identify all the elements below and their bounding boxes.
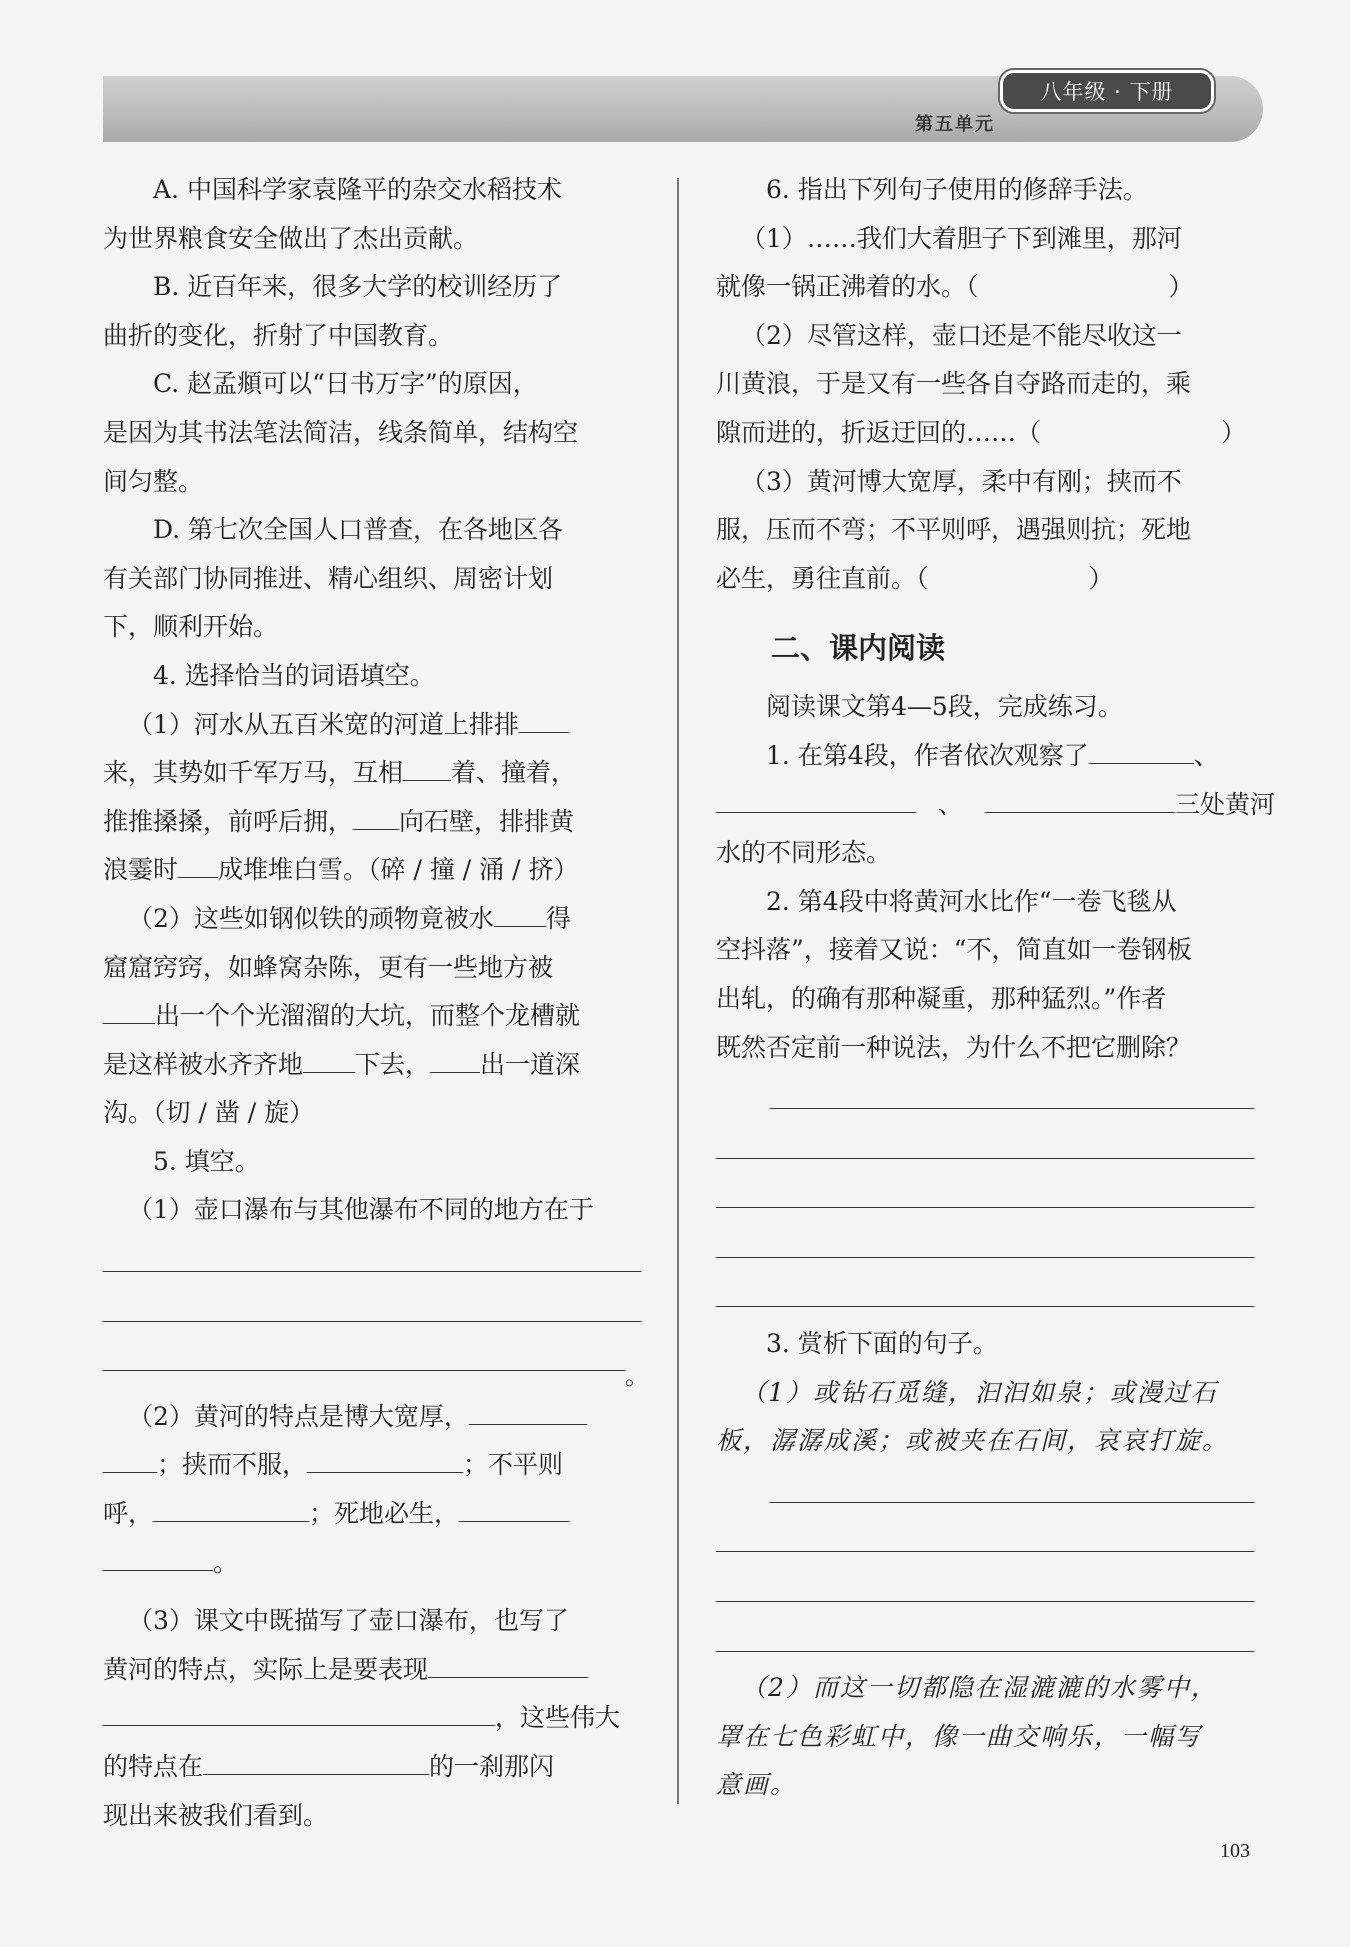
- q4-p2-text-3: 出一个个光溜溜的大坑，而整个龙槽就: [155, 1001, 581, 1031]
- q6-s2-line-3: [716, 409, 1258, 458]
- answer-line[interactable]: [716, 1565, 1254, 1602]
- q4-p1-text-1: （1）河水从五百米宽的河道上排排: [128, 709, 519, 739]
- fill-blank[interactable]: [403, 752, 451, 781]
- q4-p1-line-4: [103, 846, 645, 895]
- q4-p2-line-1: [103, 895, 645, 944]
- r-q1-line-3: 水的不同形态。: [716, 838, 892, 868]
- answer-line[interactable]: [103, 1334, 625, 1371]
- q5-p2-text-3a: 呼，: [103, 1499, 154, 1529]
- r-q1-line-2: [716, 781, 1276, 830]
- fill-blank[interactable]: [103, 995, 155, 1024]
- fill-blank[interactable]: [178, 849, 218, 878]
- q5-p3-line-2: [103, 1646, 645, 1695]
- q4-p2-text-4a: 是这样被水齐齐地: [103, 1049, 304, 1079]
- q4-p1-line-1: [103, 701, 645, 750]
- question-6-title: 6. 指出下列句子使用的修辞手法。: [766, 175, 1148, 204]
- answer-line[interactable]: [770, 1072, 1254, 1109]
- q4-p1-text-4a: 浪霎时: [103, 855, 179, 885]
- q5-p1-line-1: （1）壶口瀑布与其他瀑布不同的地方在于: [128, 1195, 594, 1225]
- q5-p1-last-line: [103, 1334, 649, 1391]
- q5-p2-line-2: [103, 1441, 645, 1490]
- fill-blank[interactable]: [153, 1493, 309, 1522]
- answer-line[interactable]: [716, 1122, 1254, 1159]
- r-q1-line-1: [716, 732, 1258, 781]
- answer-line[interactable]: [716, 1615, 1254, 1652]
- q5-p2-text-1: （2）黄河的特点是博大宽厚，: [128, 1401, 469, 1431]
- unit-title: 第五单元: [915, 114, 995, 135]
- q6-s1-close: ）: [1168, 272, 1194, 302]
- fill-blank[interactable]: [103, 1444, 157, 1473]
- q6-s2-close: ）: [1221, 417, 1247, 447]
- r-q3-title: 3. 赏析下面的句子。: [766, 1329, 998, 1359]
- option-d-line-3: 下，顺利开始。: [103, 612, 279, 642]
- reading-intro: 阅读课文第4—5段，完成练习。: [766, 692, 1123, 722]
- fill-blank[interactable]: [985, 784, 1175, 813]
- option-c-line-2: 是因为其书法笔法简洁，线条简单，结构空: [103, 417, 579, 447]
- q4-p1-text-2a: 来，其势如千军万马，互相: [103, 758, 404, 788]
- fill-blank[interactable]: [494, 898, 546, 927]
- q6-s3-text: 必生，勇往直前。（: [716, 563, 929, 593]
- q4-p1-text-4b: 成堆堆白雪。（碎 / 撞 / 涌 / 挤）: [218, 855, 579, 885]
- q6-s3-line-3: [716, 555, 1258, 604]
- q5-p1-period: 。: [625, 1362, 649, 1391]
- q4-p2-line-4: [103, 1041, 645, 1090]
- q5-p2-text-4: 。: [213, 1547, 239, 1577]
- q6-s1-text: 就像一锅正沸着的水。（: [716, 272, 979, 302]
- r-q2-line-1: 2. 第4段中将黄河水比作“一卷飞毯从: [766, 886, 1177, 916]
- q5-p2-text-2b: ；不平则: [463, 1450, 564, 1480]
- q4-p2-line-2: 窟窟窍窍，如蜂窝杂陈，更有一些地方被: [103, 952, 554, 982]
- q5-p3-text-2: 黄河的特点，实际上是要表现: [103, 1654, 429, 1684]
- q4-p2-line-5: 沟。（切 / 凿 / 旋）: [103, 1098, 315, 1128]
- q5-p2-text-2a: ；挟而不服，: [157, 1450, 308, 1480]
- r-q1-sep-2: 、: [938, 789, 964, 819]
- q4-p2-text-1a: （2）这些如钢似铁的顽物竟被水: [128, 903, 494, 933]
- question-4-title: 4. 选择恰当的词语填空。: [153, 660, 435, 690]
- q6-s3-line-2: 服，压而不弯；不平则呼，遇强则抗；死地: [716, 515, 1192, 545]
- q4-p2-text-4b: 下去，: [355, 1049, 431, 1079]
- q4-p1-line-3: [103, 798, 645, 847]
- q5-p3-text-3: ，这些伟大: [495, 1703, 621, 1733]
- fill-blank[interactable]: [459, 1493, 569, 1522]
- fill-blank[interactable]: [307, 1444, 463, 1473]
- r-q2-line-4: 既然否定前一种说法，为什么不把它删除？: [716, 1032, 1192, 1062]
- option-c-line-1: C. 赵孟頫可以“日书万字”的原因，: [153, 369, 538, 399]
- q4-p1-text-3a: 推推搡搡，前呼后拥，: [103, 806, 354, 836]
- q5-p2-line-3: [103, 1490, 645, 1539]
- fill-blank[interactable]: [103, 1697, 495, 1726]
- answer-line[interactable]: [716, 1270, 1254, 1307]
- q5-p3-text-4a: 的特点在: [103, 1752, 204, 1781]
- option-c-line-3: 间匀整。: [103, 466, 204, 496]
- option-d-line-2: 有关部门协同推进、精心组织、周密计划: [103, 563, 554, 593]
- grade-badge: 八年级 · 下册: [1000, 70, 1214, 112]
- q4-p1-text-3b: 向石壁，排排黄: [399, 806, 575, 836]
- q6-s1-line-1: （1）……我们大着胆子下到滩里，那河: [741, 223, 1182, 253]
- question-5-title: 5. 填空。: [153, 1146, 260, 1176]
- answer-line[interactable]: [103, 1285, 641, 1322]
- q6-s1-line-2: [716, 263, 1258, 312]
- r-q2-line-3: 出轧，的确有那种凝重，那种猛烈。”作者: [716, 983, 1167, 1013]
- answer-line[interactable]: [770, 1466, 1254, 1503]
- option-a-line-2: 为世界粮食安全做出了杰出贡献。: [103, 223, 479, 253]
- fill-blank[interactable]: [519, 704, 569, 733]
- q5-p2-line-1: [103, 1393, 645, 1442]
- answer-line[interactable]: [716, 1171, 1254, 1208]
- answer-line[interactable]: [716, 1221, 1254, 1258]
- q6-s3-close: ）: [1088, 563, 1114, 593]
- answer-line[interactable]: [103, 1235, 641, 1272]
- q6-s2-line-1: （2）尽管这样，壶口还是不能尽收这一: [741, 320, 1182, 350]
- option-b-line-1: B. 近百年来，很多大学的校训经历了: [153, 272, 563, 302]
- r-q3-s1-line-1: （1）或钻石觅缝，汩汩如泉；或漫过石: [741, 1377, 1218, 1407]
- r-q3-s2-line-3: 意画。: [716, 1770, 798, 1800]
- column-divider: [677, 178, 679, 1804]
- r-q1-text-2: 三处黄河: [1175, 789, 1276, 819]
- q4-p2-line-3: [103, 992, 645, 1041]
- q5-p3-line-5: 现出来被我们看到。: [103, 1800, 329, 1830]
- q6-s2-text: 隙而进的，折返迂回的……（: [716, 417, 1042, 447]
- fill-blank[interactable]: [469, 1396, 587, 1425]
- r-q2-line-2: 空抖落”，接着又说：“不，简直如一卷钢板: [716, 935, 1192, 965]
- q5-p2-text-3b: ；死地必生，: [309, 1499, 460, 1529]
- fill-blank[interactable]: [428, 1649, 588, 1678]
- fill-blank[interactable]: [430, 1044, 480, 1073]
- option-a-line-1: A. 中国科学家袁隆平的杂交水稻技术: [153, 175, 562, 204]
- q4-p1-text-2b: 着、撞着，: [451, 758, 577, 788]
- q5-p3-line-1: （3）课文中既描写了壶口瀑布，也写了: [128, 1606, 569, 1636]
- fill-blank[interactable]: [303, 1044, 355, 1073]
- r-q3-s2-line-2: 罩在七色彩虹中，像一曲交响乐，一幅写: [716, 1721, 1203, 1751]
- r-q1-sep-1: 、: [1193, 740, 1219, 770]
- q4-p2-text-1b: 得: [545, 903, 571, 933]
- q5-p3-text-4b: 的一刹那闪: [429, 1752, 555, 1781]
- q5-p3-line-4: [103, 1743, 645, 1792]
- q4-p1-line-2: [103, 749, 645, 798]
- r-q1-text-1: 1. 在第4段，作者依次观察了: [766, 740, 1089, 770]
- fill-blank[interactable]: [1089, 735, 1194, 764]
- section-title: 二、课内阅读: [771, 631, 946, 666]
- fill-blank[interactable]: [103, 1542, 213, 1571]
- fill-blank[interactable]: [353, 801, 399, 830]
- q6-s3-line-1: （3）黄河博大宽厚，柔中有刚；挟而不: [741, 466, 1182, 496]
- answer-line[interactable]: [716, 1515, 1254, 1552]
- r-q3-s2-line-1: （2）而这一切都隐在湿漉漉的水雾中，: [741, 1673, 1218, 1703]
- left-column: [103, 166, 649, 1840]
- right-column: [716, 166, 1276, 1810]
- q5-p3-line-3: [103, 1694, 645, 1743]
- page-number: 103: [1220, 1840, 1250, 1862]
- q5-p2-line-4: [103, 1539, 645, 1588]
- q4-p2-text-4c: 出一道深: [480, 1049, 581, 1079]
- q6-s2-line-2: 川黄浪，于是又有一些各自夺路而走的，乘: [716, 369, 1192, 399]
- r-q3-s1-line-2: 板，潺潺成溪；或被夹在石间，哀哀打旋。: [716, 1426, 1230, 1456]
- fill-blank[interactable]: [203, 1746, 429, 1775]
- option-b-line-2: 曲折的变化，折射了中国教育。: [103, 320, 454, 350]
- option-d-line-1: D. 第七次全国人口普查，在各地区各: [153, 515, 564, 545]
- fill-blank[interactable]: [716, 784, 916, 813]
